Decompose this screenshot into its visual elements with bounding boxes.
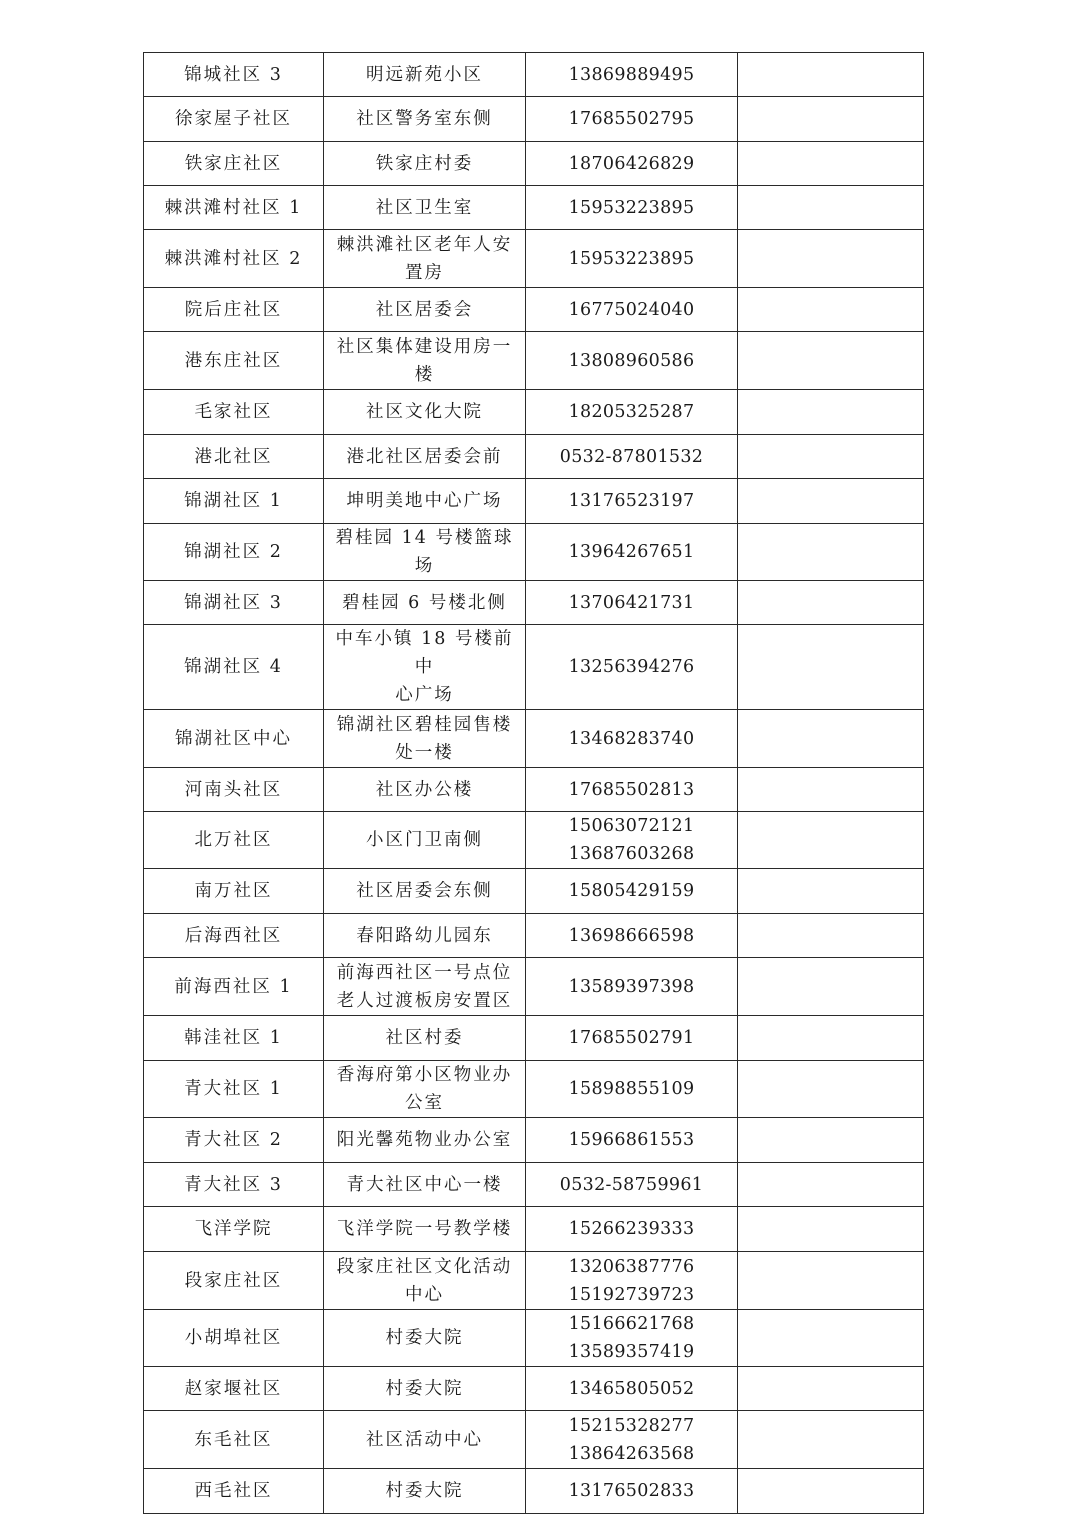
phone-number: 13698666598 xyxy=(568,925,695,946)
note-cell xyxy=(738,1252,924,1310)
phone-number: 13468283740 xyxy=(568,728,695,749)
location-line: 锦湖社区碧桂园售楼 xyxy=(336,714,513,735)
location-cell xyxy=(324,1252,526,1310)
table-row xyxy=(144,390,924,435)
phone-cell xyxy=(526,958,738,1016)
table-row xyxy=(144,581,924,625)
location-cell xyxy=(324,625,526,710)
phone-cell xyxy=(526,1411,738,1469)
location-line: 社区活动中心 xyxy=(366,1429,483,1450)
community-cell: 港北社区 xyxy=(144,435,324,479)
location-line: 铁家庄村委 xyxy=(375,153,474,174)
location-cell xyxy=(324,1310,526,1367)
note-cell xyxy=(738,1163,924,1207)
location-line: 公室 xyxy=(405,1093,444,1113)
phone-cell xyxy=(526,1207,738,1252)
location-line: 心广场 xyxy=(395,685,454,705)
phone-number: 13256394276 xyxy=(568,657,695,677)
table-row xyxy=(144,768,924,812)
community-cell: 段家庄社区 xyxy=(144,1252,324,1310)
phone-number: 15898855109 xyxy=(568,1079,695,1099)
phone-number: 15953223895 xyxy=(568,197,695,218)
community-cell: 锦湖社区 2 xyxy=(144,524,324,581)
community-cell: 东毛社区 xyxy=(144,1411,324,1469)
table-row xyxy=(144,1016,924,1061)
note-cell xyxy=(738,869,924,914)
table-row xyxy=(144,288,924,332)
location-cell xyxy=(324,435,526,479)
location-cell xyxy=(324,768,526,812)
phone-number: 15215328277 xyxy=(568,1415,695,1436)
community-cell: 港东庄社区 xyxy=(144,332,324,390)
note-cell xyxy=(738,1469,924,1514)
phone-cell xyxy=(526,1469,738,1514)
note-cell xyxy=(738,524,924,581)
phone-cell xyxy=(526,1252,738,1310)
location-cell xyxy=(324,524,526,581)
phone-number: 13687603268 xyxy=(568,844,695,864)
phone-number: 13589397398 xyxy=(568,976,695,997)
table-row xyxy=(144,1310,924,1367)
community-cell: 锦湖社区 1 xyxy=(144,479,324,524)
location-line: 棘洪滩社区老年人安 xyxy=(336,234,513,255)
table-row xyxy=(144,1367,924,1411)
community-cell: 毛家社区 xyxy=(144,390,324,435)
location-cell xyxy=(324,869,526,914)
table-row xyxy=(144,186,924,230)
location-line: 阳光馨苑物业办公室 xyxy=(336,1130,513,1150)
table-row xyxy=(144,625,924,710)
community-cell: 青大社区 2 xyxy=(144,1118,324,1163)
community-cell: 韩洼社区 1 xyxy=(144,1016,324,1061)
community-cell: 河南头社区 xyxy=(144,768,324,812)
location-cell xyxy=(324,1016,526,1061)
table-row xyxy=(144,1061,924,1118)
location-line: 社区村委 xyxy=(385,1028,464,1048)
note-cell xyxy=(738,1411,924,1469)
phone-cell xyxy=(526,435,738,479)
community-cell: 后海西社区 xyxy=(144,914,324,958)
location-line: 碧桂园 14 号楼篮球场 xyxy=(335,528,514,576)
community-cell: 南万社区 xyxy=(144,869,324,914)
community-cell: 锦城社区 3 xyxy=(144,53,324,97)
phone-number: 16775024040 xyxy=(568,299,695,320)
community-cell: 小胡埠社区 xyxy=(144,1310,324,1367)
table-row xyxy=(144,1207,924,1252)
note-cell xyxy=(738,1207,924,1252)
phone-number: 13206387776 xyxy=(568,1256,695,1277)
phone-number: 17685502813 xyxy=(568,779,695,800)
location-line: 社区居委会 xyxy=(375,299,474,320)
phone-number: 0532-58759961 xyxy=(559,1174,704,1195)
phone-cell xyxy=(526,332,738,390)
location-line: 社区办公楼 xyxy=(375,779,474,800)
phone-number: 13964267651 xyxy=(568,542,695,562)
location-cell xyxy=(324,332,526,390)
location-cell xyxy=(324,1411,526,1469)
location-line: 碧桂园 6 号楼北侧 xyxy=(342,592,507,613)
phone-cell xyxy=(526,625,738,710)
phone-cell xyxy=(526,1016,738,1061)
note-cell xyxy=(738,1310,924,1367)
location-cell xyxy=(324,1118,526,1163)
location-line: 社区居委会东侧 xyxy=(356,881,493,901)
community-cell: 飞洋学院 xyxy=(144,1207,324,1252)
phone-number: 15966861553 xyxy=(568,1130,695,1150)
note-cell xyxy=(738,1016,924,1061)
community-cell: 前海西社区 1 xyxy=(144,958,324,1016)
phone-number: 13176523197 xyxy=(568,491,695,511)
note-cell xyxy=(738,479,924,524)
phone-cell xyxy=(526,581,738,625)
location-line: 中车小镇 18 号楼前中 xyxy=(335,629,514,677)
phone-cell xyxy=(526,288,738,332)
community-cell: 赵家堰社区 xyxy=(144,1367,324,1411)
phone-number: 15063072121 xyxy=(568,816,695,836)
note-cell xyxy=(738,230,924,288)
note-cell xyxy=(738,710,924,768)
phone-cell xyxy=(526,869,738,914)
note-cell xyxy=(738,332,924,390)
location-line: 老人过渡板房安置区 xyxy=(336,990,513,1011)
phone-number: 13869889495 xyxy=(568,64,695,85)
note-cell xyxy=(738,625,924,710)
community-cell: 锦湖社区中心 xyxy=(144,710,324,768)
community-cell: 锦湖社区 4 xyxy=(144,625,324,710)
location-cell xyxy=(324,1207,526,1252)
table-row xyxy=(144,435,924,479)
note-cell xyxy=(738,768,924,812)
location-line: 社区文化大院 xyxy=(366,402,483,422)
note-cell xyxy=(738,288,924,332)
location-cell xyxy=(324,1163,526,1207)
community-cell: 北万社区 xyxy=(144,812,324,869)
phone-number: 15166621768 xyxy=(568,1314,695,1334)
note-cell xyxy=(738,142,924,186)
community-cell: 棘洪滩村社区 2 xyxy=(144,230,324,288)
note-cell xyxy=(738,1118,924,1163)
note-cell xyxy=(738,390,924,435)
table-row xyxy=(144,1411,924,1469)
community-cell: 青大社区 3 xyxy=(144,1163,324,1207)
location-cell xyxy=(324,142,526,186)
phone-cell xyxy=(526,186,738,230)
note-cell xyxy=(738,581,924,625)
location-line: 村委大院 xyxy=(385,1378,464,1399)
location-line: 段家庄社区文化活动 xyxy=(336,1256,513,1277)
location-cell xyxy=(324,1469,526,1514)
location-cell xyxy=(324,288,526,332)
phone-cell xyxy=(526,142,738,186)
table-row xyxy=(144,524,924,581)
phone-cell xyxy=(526,1061,738,1118)
phone-cell xyxy=(526,812,738,869)
phone-number: 17685502795 xyxy=(568,109,695,129)
location-cell xyxy=(324,186,526,230)
phone-cell xyxy=(526,1118,738,1163)
table-row xyxy=(144,332,924,390)
location-line: 前海西社区一号点位 xyxy=(336,962,513,983)
location-line: 港北社区居委会前 xyxy=(346,446,503,467)
table-row xyxy=(144,1163,924,1207)
location-line: 坤明美地中心广场 xyxy=(346,491,503,511)
phone-cell xyxy=(526,768,738,812)
location-cell xyxy=(324,479,526,524)
note-cell xyxy=(738,914,924,958)
location-line: 春阳路幼儿园东 xyxy=(356,925,493,946)
table-row xyxy=(144,1469,924,1514)
location-cell xyxy=(324,914,526,958)
phone-number: 13176502833 xyxy=(568,1481,695,1501)
phone-cell xyxy=(526,97,738,142)
table-row xyxy=(144,97,924,142)
note-cell xyxy=(738,97,924,142)
community-cell: 院后庄社区 xyxy=(144,288,324,332)
location-line: 处一楼 xyxy=(395,742,454,763)
table-row xyxy=(144,53,924,97)
location-line: 楼 xyxy=(414,364,435,385)
phone-cell xyxy=(526,53,738,97)
table-row xyxy=(144,812,924,869)
community-cell: 徐家屋子社区 xyxy=(144,97,324,142)
location-cell xyxy=(324,812,526,869)
table-row xyxy=(144,479,924,524)
phone-number: 18205325287 xyxy=(568,402,695,422)
phone-cell xyxy=(526,230,738,288)
community-cell: 西毛社区 xyxy=(144,1469,324,1514)
phone-number: 13465805052 xyxy=(568,1378,695,1399)
community-cell: 铁家庄社区 xyxy=(144,142,324,186)
location-line: 置房 xyxy=(405,262,444,283)
phone-number: 13808960586 xyxy=(568,350,695,371)
note-cell xyxy=(738,186,924,230)
table-row xyxy=(144,914,924,958)
location-line: 青大社区中心一楼 xyxy=(346,1174,503,1195)
location-cell xyxy=(324,710,526,768)
location-cell xyxy=(324,53,526,97)
phone-cell xyxy=(526,710,738,768)
location-cell xyxy=(324,1367,526,1411)
note-cell xyxy=(738,958,924,1016)
location-line: 明远新苑小区 xyxy=(366,64,483,85)
table-row xyxy=(144,1252,924,1310)
phone-cell xyxy=(526,479,738,524)
phone-number: 13589357419 xyxy=(568,1342,695,1362)
location-line: 村委大院 xyxy=(385,1481,464,1501)
location-line: 社区卫生室 xyxy=(375,197,474,218)
note-cell xyxy=(738,435,924,479)
phone-cell xyxy=(526,390,738,435)
community-cell: 青大社区 1 xyxy=(144,1061,324,1118)
location-cell xyxy=(324,581,526,625)
note-cell xyxy=(738,812,924,869)
phone-number: 15192739723 xyxy=(568,1284,695,1305)
location-line: 村委大院 xyxy=(385,1328,464,1348)
phone-cell xyxy=(526,524,738,581)
phone-number: 15266239333 xyxy=(568,1219,695,1239)
table-row xyxy=(144,142,924,186)
location-cell xyxy=(324,230,526,288)
note-cell xyxy=(738,1367,924,1411)
location-line: 社区警务室东侧 xyxy=(356,109,493,129)
community-cell: 锦湖社区 3 xyxy=(144,581,324,625)
phone-number: 18706426829 xyxy=(568,153,695,174)
phone-number: 17685502791 xyxy=(568,1028,695,1048)
location-line: 社区集体建设用房一 xyxy=(336,336,513,357)
location-line: 小区门卫南侧 xyxy=(366,830,483,850)
phone-cell xyxy=(526,914,738,958)
location-line: 中心 xyxy=(405,1284,444,1305)
note-cell xyxy=(738,1061,924,1118)
table-body xyxy=(144,53,924,1514)
table-row xyxy=(144,710,924,768)
phone-number: 15805429159 xyxy=(568,881,695,901)
table-row xyxy=(144,958,924,1016)
note-cell xyxy=(738,53,924,97)
phone-cell xyxy=(526,1367,738,1411)
community-cell: 棘洪滩村社区 1 xyxy=(144,186,324,230)
phone-number: 13706421731 xyxy=(568,592,695,613)
location-line: 香海府第小区物业办 xyxy=(336,1065,513,1085)
location-cell xyxy=(324,390,526,435)
table-row xyxy=(144,869,924,914)
location-cell xyxy=(324,1061,526,1118)
phone-number: 13864263568 xyxy=(568,1443,695,1464)
location-line: 飞洋学院一号教学楼 xyxy=(336,1219,513,1239)
phone-number: 0532-87801532 xyxy=(559,446,704,467)
phone-cell xyxy=(526,1310,738,1367)
phone-cell xyxy=(526,1163,738,1207)
table-row xyxy=(144,230,924,288)
table-row xyxy=(144,1118,924,1163)
phone-number: 15953223895 xyxy=(568,248,695,269)
location-cell xyxy=(324,97,526,142)
sampling-points-table xyxy=(143,52,924,1514)
location-cell xyxy=(324,958,526,1016)
